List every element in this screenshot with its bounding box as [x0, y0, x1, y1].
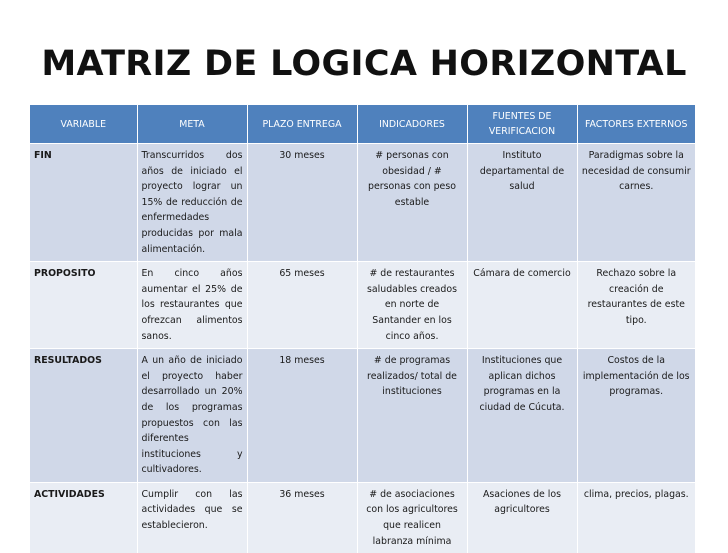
cell-plazo: 65 meses [247, 262, 357, 349]
cell-indicadores: # de programas realizados/ total de instituciones [357, 349, 467, 483]
cell-indicadores: # de asociaciones con los agricultores que realicen labranza mínima [357, 482, 467, 553]
table-row [30, 349, 695, 483]
cell-indicadores: # personas con obesidad / # personas con peso estable [357, 144, 467, 262]
header-indicadores: INDICADORES [357, 105, 467, 144]
cell-fuentes: Cámara de comercio [467, 262, 577, 349]
logic-matrix-table [30, 105, 695, 553]
cell-meta: Transcurridos dos años de iniciado el proyecto lograr un 15% de reducción de enfermedades producidas por mala alimentación. [137, 144, 247, 262]
page-title: MATRIZ DE LOGICA HORIZONTAL [41, 44, 687, 84]
cell-meta: A un año de iniciado el proyecto haber desarrollado un 20% de los programas propuestos con las diferentes instituciones y cultivadores. [137, 349, 247, 483]
table-row [30, 482, 695, 553]
table-header-row [30, 105, 695, 144]
table-row [30, 262, 695, 349]
cell-factores: Paradigmas sobre la necesidad de consumir carnes. [577, 144, 695, 262]
header-plazo-entrega: PLAZO ENTREGA [247, 105, 357, 144]
cell-variable: FIN [30, 144, 137, 262]
table-row [30, 144, 695, 262]
cell-plazo: 18 meses [247, 349, 357, 483]
cell-variable: PROPOSITO [30, 262, 137, 349]
cell-plazo: 30 meses [247, 144, 357, 262]
cell-variable: ACTIVIDADES [30, 482, 137, 553]
cell-indicadores: # de restaurantes saludables creados en norte de Santander en los cinco años. [357, 262, 467, 349]
header-meta: META [137, 105, 247, 144]
cell-meta: Cumplir con las actividades que se establecieron. [137, 482, 247, 553]
cell-plazo: 36 meses [247, 482, 357, 553]
header-factores-externos: FACTORES EXTERNOS [577, 105, 695, 144]
cell-fuentes: Instituciones que aplican dichos programas en la ciudad de Cúcuta. [467, 349, 577, 483]
header-variable: VARIABLE [30, 105, 137, 144]
cell-factores: Costos de la implementación de los programas. [577, 349, 695, 483]
cell-variable: RESULTADOS [30, 349, 137, 483]
cell-fuentes: Instituto departamental de salud [467, 144, 577, 262]
cell-meta: En cinco años aumentar el 25% de los restaurantes que ofrezcan alimentos sanos. [137, 262, 247, 349]
cell-factores: clima, precios, plagas. [577, 482, 695, 553]
cell-fuentes: Asaciones de los agricultores [467, 482, 577, 553]
header-fuentes-verificacion: FUENTES DE VERIFICACION [467, 105, 577, 144]
cell-factores: Rechazo sobre la creación de restaurantes de este tipo. [577, 262, 695, 349]
